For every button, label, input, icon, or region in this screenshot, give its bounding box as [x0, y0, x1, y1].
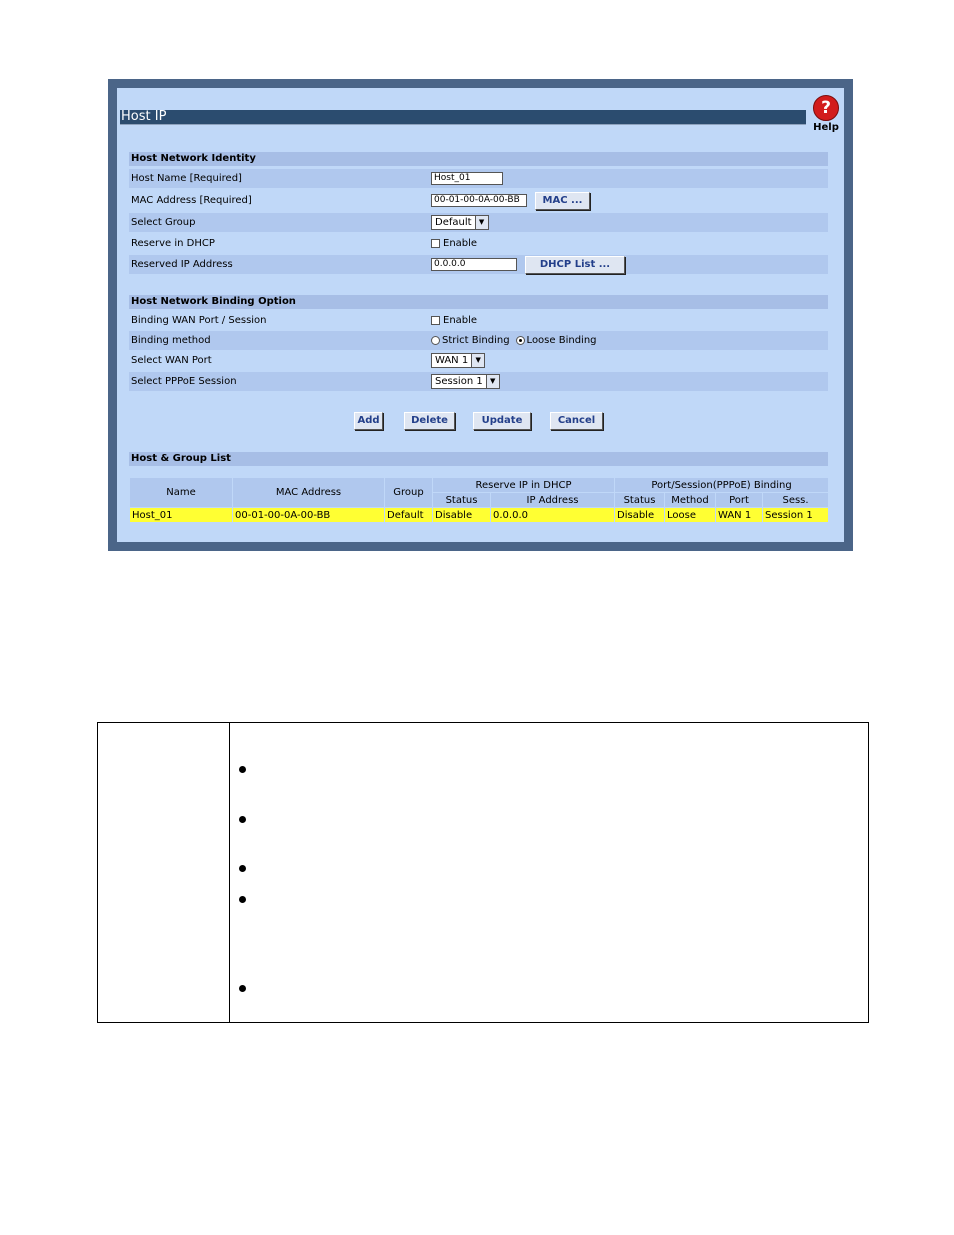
cell-binding-status[interactable]: Disable: [615, 508, 665, 523]
col-port-session-binding: Port/Session(PPPoE) Binding: [615, 478, 829, 493]
mac-address-input[interactable]: [431, 194, 527, 207]
cell-reserve-status[interactable]: Disable: [433, 508, 491, 523]
row-host-name: [129, 169, 828, 188]
binding-method-label: Binding method: [131, 335, 211, 346]
col-ip-address: IP Address: [491, 493, 615, 508]
bullet-icon: [239, 816, 246, 823]
col-binding-status: Status: [615, 493, 665, 508]
chevron-down-icon[interactable]: ▼: [475, 216, 488, 229]
strict-binding-label: Strict Binding: [442, 335, 510, 346]
row-binding-wan-session: [129, 311, 828, 330]
strict-binding-radio[interactable]: [431, 336, 440, 345]
select-pppoe-label: Select PPPoE Session: [131, 376, 237, 387]
col-binding-session: Sess.: [763, 493, 829, 508]
row-reserved-ip: [129, 255, 828, 274]
reserved-ip-label: Reserved IP Address: [131, 259, 233, 270]
bullet-icon: [239, 896, 246, 903]
wan-port-select[interactable]: [431, 353, 485, 368]
bullet-icon: [239, 766, 246, 773]
cell-group[interactable]: Default: [385, 508, 433, 523]
dhcp-list-button[interactable]: DHCP List ...: [525, 256, 625, 274]
section-host-group-list: Host & Group List: [129, 452, 828, 466]
host-ip-window: [108, 79, 853, 551]
row-mac-address: [129, 191, 828, 210]
reserve-dhcp-label: Reserve in DHCP: [131, 238, 215, 249]
bullet-icon: [239, 865, 246, 872]
binding-enable-label: Enable: [443, 315, 478, 326]
row-select-wan-port: [129, 351, 828, 370]
cancel-button[interactable]: Cancel: [550, 412, 603, 430]
cell-binding-method[interactable]: Loose: [665, 508, 716, 523]
column-divider: [229, 723, 230, 1022]
row-reserve-dhcp: [129, 234, 828, 253]
reserve-dhcp-checkbox[interactable]: [431, 239, 440, 248]
host-group-table: [129, 477, 829, 523]
reserve-dhcp-enable-label: Enable: [443, 238, 478, 249]
col-reserve-status: Status: [433, 493, 491, 508]
chevron-down-icon[interactable]: ▼: [471, 354, 484, 367]
select-group-label: Select Group: [131, 217, 196, 228]
row-select-group: [129, 213, 828, 232]
help-icon[interactable]: ?: [813, 95, 839, 121]
update-button[interactable]: Update: [473, 412, 531, 430]
mac-button[interactable]: MAC ...: [535, 192, 590, 210]
pppoe-session-select-value: Session 1: [435, 376, 483, 387]
pppoe-session-select[interactable]: [431, 374, 500, 389]
table-row[interactable]: [130, 508, 829, 523]
select-wan-port-label: Select WAN Port: [131, 355, 212, 366]
section-host-network-binding: Host Network Binding Option: [129, 295, 828, 309]
section-host-network-identity: Host Network Identity: [129, 152, 828, 166]
add-button[interactable]: Add: [354, 412, 383, 430]
col-name: Name: [130, 478, 233, 508]
reserved-ip-input[interactable]: [431, 258, 517, 271]
bullet-icon: [239, 985, 246, 992]
host-name-label: Host Name [Required]: [131, 173, 242, 184]
cell-binding-port[interactable]: WAN 1: [716, 508, 763, 523]
row-select-pppoe-session: [129, 372, 828, 391]
cell-mac[interactable]: 00-01-00-0A-00-BB: [233, 508, 385, 523]
cell-ip[interactable]: 0.0.0.0: [491, 508, 615, 523]
description-table: [97, 722, 869, 1023]
cell-name[interactable]: Host_01: [130, 508, 233, 523]
col-mac-address: MAC Address: [233, 478, 385, 508]
row-binding-method: [129, 331, 828, 350]
col-binding-method: Method: [665, 493, 716, 508]
help-label[interactable]: Help: [813, 122, 839, 133]
host-name-input[interactable]: [431, 172, 503, 185]
binding-enable-checkbox[interactable]: [431, 316, 440, 325]
binding-wan-session-label: Binding WAN Port / Session: [131, 315, 267, 326]
delete-button[interactable]: Delete: [404, 412, 455, 430]
col-binding-port: Port: [716, 493, 763, 508]
page-title: Host IP: [120, 110, 806, 125]
loose-binding-label: Loose Binding: [526, 335, 597, 346]
chevron-down-icon[interactable]: ▼: [486, 375, 499, 388]
host-ip-panel: [117, 88, 844, 542]
group-select-value: Default: [435, 217, 472, 228]
mac-address-label: MAC Address [Required]: [131, 195, 252, 206]
help-button[interactable]: [809, 95, 843, 133]
col-reserve-ip: Reserve IP in DHCP: [433, 478, 615, 493]
group-select[interactable]: [431, 215, 489, 230]
cell-binding-session[interactable]: Session 1: [763, 508, 829, 523]
loose-binding-radio[interactable]: [516, 336, 525, 345]
wan-port-select-value: WAN 1: [435, 355, 469, 366]
col-group: Group: [385, 478, 433, 508]
